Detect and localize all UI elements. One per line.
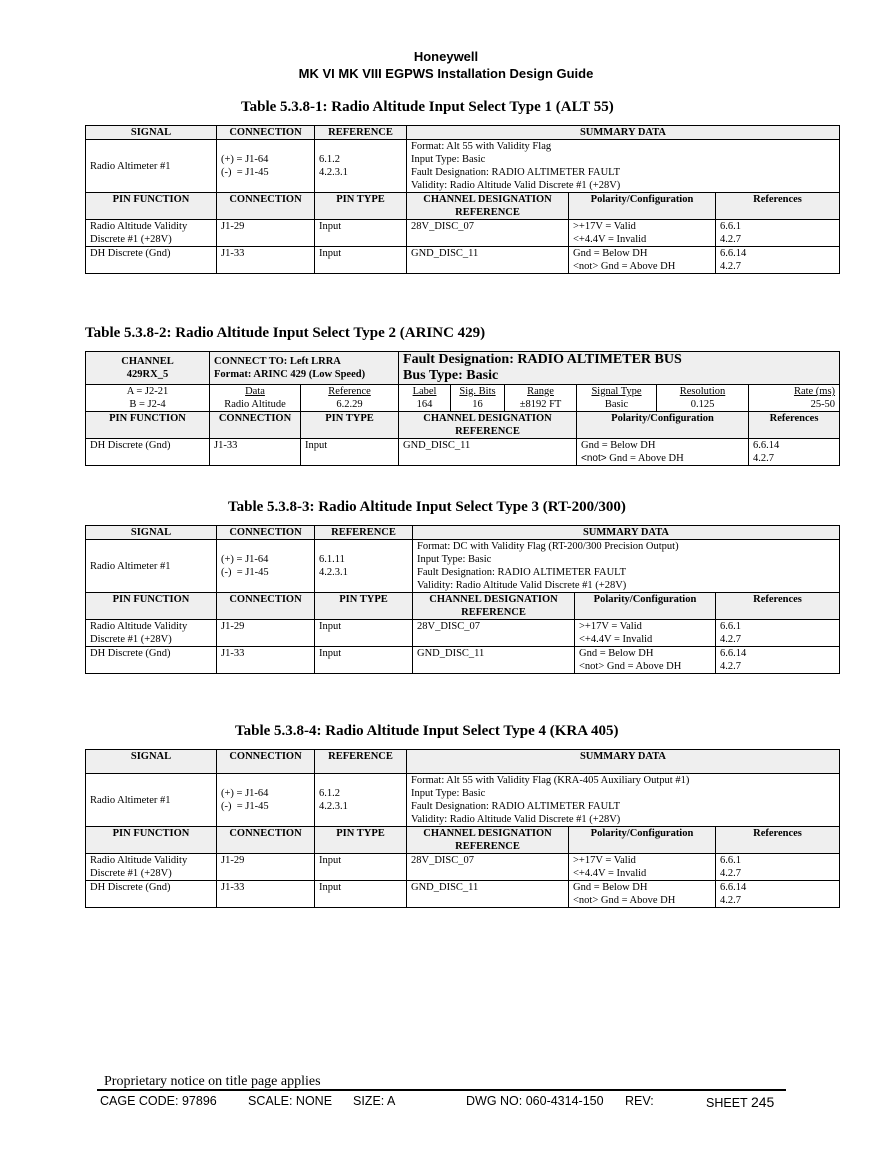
channel-designation: GND_DISC_11: [407, 247, 569, 274]
signal-connection: (+) = J1-64 (-) = J1-45: [217, 540, 315, 593]
footer-divider: [97, 1089, 786, 1091]
signal-name: Radio Altimeter #1: [86, 540, 217, 593]
param-rate: Rate (ms) 25-50: [749, 385, 840, 412]
signal-name: Radio Altimeter #1: [86, 140, 217, 193]
polarity: >+17V = Valid <+4.4V = Invalid: [575, 620, 716, 647]
fault-designation: Fault Designation: RADIO ALTIMETER BUS Bus Type: Basic: [399, 352, 840, 385]
pin-type: Input: [315, 620, 413, 647]
pin-function: DH Discrete (Gnd): [86, 881, 217, 908]
pin-connection: J1-33: [217, 881, 315, 908]
pin-type: Input: [315, 247, 407, 274]
table2-caption: Table 5.3.8-2: Radio Altitude Input Select Type 2 (ARINC 429): [85, 325, 486, 341]
channel-designation: 28V_DISC_07: [413, 620, 575, 647]
col-header-polarity: Polarity/Configuration: [575, 593, 716, 620]
table-row: [86, 220, 840, 247]
references: 6.6.1 4.2.7: [716, 620, 840, 647]
col-header-reference: REFERENCE: [315, 126, 407, 140]
pin-function: Radio Altitude Validity Discrete #1 (+28V): [86, 220, 217, 247]
channel-designation: GND_DISC_11: [399, 439, 577, 466]
param-range: Range ±8192 FT: [505, 385, 577, 412]
channel-designation: 28V_DISC_07: [407, 854, 569, 881]
pin-type: Input: [315, 220, 407, 247]
col-header-connection: CONNECTION: [217, 193, 315, 220]
drawing-number: DWG NO: 060-4314-150: [466, 1094, 604, 1108]
table1-signal-header-row: [86, 126, 840, 140]
proprietary-notice: Proprietary notice on title page applies: [104, 1074, 321, 1089]
col-header-reference: REFERENCE: [315, 526, 413, 540]
param-signal-type: Signal Type Basic: [577, 385, 657, 412]
signal-reference: 6.1.11 4.2.3.1: [315, 540, 413, 593]
polarity: Gnd = Below DH <not> Gnd = Above DH: [575, 647, 716, 674]
col-header-pin-type: PIN TYPE: [315, 593, 413, 620]
summary-data: Format: Alt 55 with Validity Flag Input Type: Basic Fault Designation: RADIO ALTIMETER FAULT Validity: Radio Altitude Valid Discrete #1 (+28V): [407, 140, 840, 193]
col-header-connection: CONNECTION: [217, 126, 315, 140]
table-row: [86, 881, 840, 908]
col-header-signal: SIGNAL: [86, 750, 217, 774]
pin-assignment: A = J2-21 B = J2-4: [86, 385, 210, 412]
signal-connection: (+) = J1-64 (-) = J1-45: [217, 774, 315, 827]
pin-type: Input: [301, 439, 399, 466]
col-header-summary-data: SUMMARY DATA: [413, 526, 840, 540]
col-header-connection: CONNECTION: [210, 412, 301, 439]
scale: SCALE: NONE: [248, 1094, 333, 1108]
param-resolution: Resolution 0.125: [657, 385, 749, 412]
col-header-pin-function: PIN FUNCTION: [86, 193, 217, 220]
summary-data: Format: DC with Validity Flag (RT-200/300 Precision Output) Input Type: Basic Fault Designation: RADIO ALTIMETER FAULT Validity: Radio Altitude Valid Discrete #1 (+28V): [413, 540, 840, 593]
pin-type: Input: [315, 854, 407, 881]
param-sig-bits: Sig. Bits 16: [451, 385, 505, 412]
channel-id: CHANNEL 429RX_5: [86, 352, 210, 385]
col-header-reference: REFERENCE: [315, 750, 407, 774]
pin-connection: J1-29: [217, 220, 315, 247]
col-header-connection: CONNECTION: [217, 750, 315, 774]
table2: [85, 351, 840, 466]
table2-header-row: [86, 352, 840, 385]
col-header-pin-type: PIN TYPE: [301, 412, 399, 439]
col-header-pin-function: PIN FUNCTION: [86, 827, 217, 854]
signal-connection: (+) = J1-64 (-) = J1-45: [217, 140, 315, 193]
pin-type: Input: [315, 647, 413, 674]
table3-signal-row: [86, 540, 840, 593]
col-header-summary-data: SUMMARY DATA: [407, 126, 840, 140]
col-header-channel-designation: CHANNEL DESIGNATION REFERENCE: [407, 193, 569, 220]
col-header-pin-function: PIN FUNCTION: [86, 412, 210, 439]
table3-caption: Table 5.3.8-3: Radio Altitude Input Select Type 3 (RT-200/300): [228, 499, 626, 515]
col-header-signal: SIGNAL: [86, 526, 217, 540]
table1: [85, 125, 840, 274]
col-header-polarity: Polarity/Configuration: [577, 412, 749, 439]
table4-signal-row: [86, 774, 840, 827]
col-header-signal: SIGNAL: [86, 126, 217, 140]
references: 6.6.1 4.2.7: [716, 854, 840, 881]
table4-pin-header-row: [86, 827, 840, 854]
signal-reference: 6.1.2 4.2.3.1: [315, 140, 407, 193]
col-header-pin-type: PIN TYPE: [315, 193, 407, 220]
document-title: MK VI MK VIII EGPWS Installation Design Guide: [298, 66, 594, 81]
col-header-references: References: [716, 193, 840, 220]
pin-connection: J1-33: [210, 439, 301, 466]
references: 6.6.14 4.2.7: [716, 881, 840, 908]
col-header-channel-designation: CHANNEL DESIGNATION REFERENCE: [407, 827, 569, 854]
table2-pin-header-row: [86, 412, 840, 439]
pin-function: DH Discrete (Gnd): [86, 247, 217, 274]
col-header-connection: CONNECTION: [217, 526, 315, 540]
table3-signal-header-row: [86, 526, 840, 540]
pin-connection: J1-29: [217, 620, 315, 647]
cage-code: CAGE CODE: 97896: [100, 1094, 217, 1108]
sheet-number: SHEET 245: [706, 1094, 775, 1110]
col-header-connection: CONNECTION: [217, 827, 315, 854]
table1-caption: Table 5.3.8-1: Radio Altitude Input Select Type 1 (ALT 55): [241, 99, 614, 115]
polarity: >+17V = Valid <+4.4V = Invalid: [569, 854, 716, 881]
table-row: [86, 439, 840, 466]
table1-signal-row: [86, 140, 840, 193]
pin-function: Radio Altitude Validity Discrete #1 (+28V): [86, 854, 217, 881]
signal-name: Radio Altimeter #1: [86, 774, 217, 827]
col-header-references: References: [716, 827, 840, 854]
table-row: [86, 247, 840, 274]
col-header-channel-designation: CHANNEL DESIGNATION REFERENCE: [413, 593, 575, 620]
table4-signal-header-row: [86, 750, 840, 774]
revision: REV:: [625, 1094, 654, 1108]
param-label: Label 164: [399, 385, 451, 412]
connect-to: CONNECT TO: Left LRRA Format: ARINC 429 (Low Speed): [210, 352, 399, 385]
table-row: [86, 854, 840, 881]
param-reference: Reference 6.2.29: [301, 385, 399, 412]
table4: [85, 749, 840, 908]
col-header-pin-function: PIN FUNCTION: [86, 593, 217, 620]
references: 6.6.14 4.2.7: [716, 647, 840, 674]
pin-connection: J1-33: [217, 247, 315, 274]
pin-function: Radio Altitude Validity Discrete #1 (+28V): [86, 620, 217, 647]
signal-reference: 6.1.2 4.2.3.1: [315, 774, 407, 827]
references: 6.6.1 4.2.7: [716, 220, 840, 247]
references: 6.6.14 4.2.7: [749, 439, 840, 466]
references: 6.6.14 4.2.7: [716, 247, 840, 274]
channel-designation: GND_DISC_11: [407, 881, 569, 908]
col-header-channel-designation: CHANNEL DESIGNATION REFERENCE: [399, 412, 577, 439]
col-header-connection: CONNECTION: [217, 593, 315, 620]
company-name: Honeywell: [413, 49, 479, 64]
col-header-polarity: Polarity/Configuration: [569, 193, 716, 220]
pin-function: DH Discrete (Gnd): [86, 439, 210, 466]
polarity: Gnd = Below DH <not> Gnd = Above DH: [577, 439, 749, 466]
col-header-pin-type: PIN TYPE: [315, 827, 407, 854]
size: SIZE: A: [353, 1094, 396, 1108]
pin-connection: J1-29: [217, 854, 315, 881]
table2-params-row: [86, 385, 840, 412]
col-header-references: References: [749, 412, 840, 439]
channel-designation: 28V_DISC_07: [407, 220, 569, 247]
param-data: Data Radio Altitude: [210, 385, 301, 412]
col-header-references: References: [716, 593, 840, 620]
polarity: >+17V = Valid <+4.4V = Invalid: [569, 220, 716, 247]
pin-connection: J1-33: [217, 647, 315, 674]
table3: [85, 525, 840, 674]
table3-pin-header-row: [86, 593, 840, 620]
pin-type: Input: [315, 881, 407, 908]
col-header-polarity: Polarity/Configuration: [569, 827, 716, 854]
polarity: Gnd = Below DH <not> Gnd = Above DH: [569, 881, 716, 908]
polarity: Gnd = Below DH <not> Gnd = Above DH: [569, 247, 716, 274]
col-header-summary-data: SUMMARY DATA: [407, 750, 840, 774]
table-row: [86, 620, 840, 647]
table-row: [86, 647, 840, 674]
summary-data: Format: Alt 55 with Validity Flag (KRA-405 Auxiliary Output #1) Input Type: Basic Fault Designation: RADIO ALTIMETER FAULT Validity: Radio Altitude Valid Discrete #1 (+28V): [407, 774, 840, 827]
table1-pin-header-row: [86, 193, 840, 220]
channel-designation: GND_DISC_11: [413, 647, 575, 674]
pin-function: DH Discrete (Gnd): [86, 647, 217, 674]
table4-caption: Table 5.3.8-4: Radio Altitude Input Select Type 4 (KRA 405): [235, 723, 619, 739]
